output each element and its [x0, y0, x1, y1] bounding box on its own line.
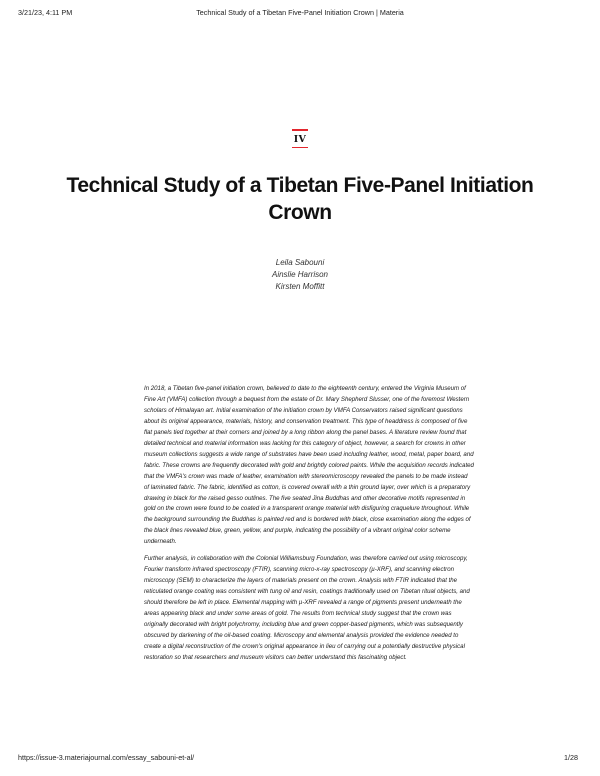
- print-footer-page-number: 1/28: [564, 753, 578, 762]
- author-name: Kirsten Moffitt: [275, 282, 325, 291]
- print-header-datetime: 3/21/23, 4:11 PM: [18, 8, 73, 17]
- author-name: Leila Sabouni: [275, 258, 325, 267]
- print-footer-url: https://issue-3.materiajournal.com/essay_sabouni-et-al/: [18, 753, 195, 762]
- abstract-paragraph: In 2018, a Tibetan five-panel initiation crown, believed to date to the eighteenth century, entered the Virginia Museum of Fine Art (VMFA) collection through a bequest from the estate of Dr. Mary Shepherd Slusser, one of the foremost Western scholars of Himalayan art. Initial examination of the initiation crown by VMFA Conservators raised significant questions about its original appearance, materials, history, and conservation treatment. This type of headdress is composed of five flat panels tied together at their corners and joined by a long ribbon along the panel bases. A literature review found that detailed technical and material information was lacking for this category of object, however, a search for crowns in other museum collections suggests a wide range of substrates have been used including leather, wood, metal, paper board, and fabric. These crowns are frequently decorated with gold and brightly colored paints. While the acquisition records indicated that the VMFA's crown was made of leather, examination with stereomicroscopy revealed the panels to be made instead of laminated fabric. The fabric, identified as cotton, is covered overall with a thin ground layer, over which is a preparatory drawing in black for the raised gesso outlines. The five seated Jina Buddhas and other decorative motifs represented in gold on the crown were found to be coated in a transparent orange material with disfiguring craquelure throughout. While the background surrounding the Buddhas is painted red and is bordered with black, close examination along the edges of the black lines revealed blue, green, yellow, and purple, indicating the possibility of a vibrant original color scheme underneath.: [144, 385, 474, 546]
- print-header-title: Technical Study of a Tibetan Five-Panel Initiation Crown | Materia: [196, 8, 404, 17]
- abstract: [144, 384, 474, 670]
- issue-rule-top: [292, 129, 308, 131]
- author-name: Ainslie Harrison: [271, 270, 329, 279]
- author-list: [0, 257, 600, 293]
- article-title: Technical Study of a Tibetan Five-Panel Initiation Crown: [66, 174, 534, 224]
- issue-marker: [0, 129, 600, 148]
- abstract-paragraph: Further analysis, in collaboration with the Colonial Williamsburg Foundation, was therefore carried out using microscopy, Fourier transform infrared spectroscopy (FTIR), scanning micro-x-ray spectroscopy (µ-XRF), and scanning electron microscopy (SEM) to characterize the layers of materials present on the crown. Analysis with FTIR indicated that the reticulated orange coating was consistent with tung oil and resin, coatings traditionally used on Tibetan ritual objects, and should therefore be left in place. Elemental mapping with µ-XRF revealed a range of pigments present underneath the areas appearing black and under some areas of gold. The results from technical study suggest that the crown was originally decorated with bright polychromy, including blue and green copper-based pigments, which was subsequently obscured by darkening of the oil-based coating. Microscopy and elemental analysis provided the evidence needed to create a digital reconstruction of the crown's original appearance in lieu of carrying out a potentially destructive physical restoration so that researchers and museum visitors can better understand this fascinating object.: [144, 555, 470, 661]
- issue-rule-bottom: [292, 147, 308, 149]
- issue-number: IV: [293, 133, 307, 145]
